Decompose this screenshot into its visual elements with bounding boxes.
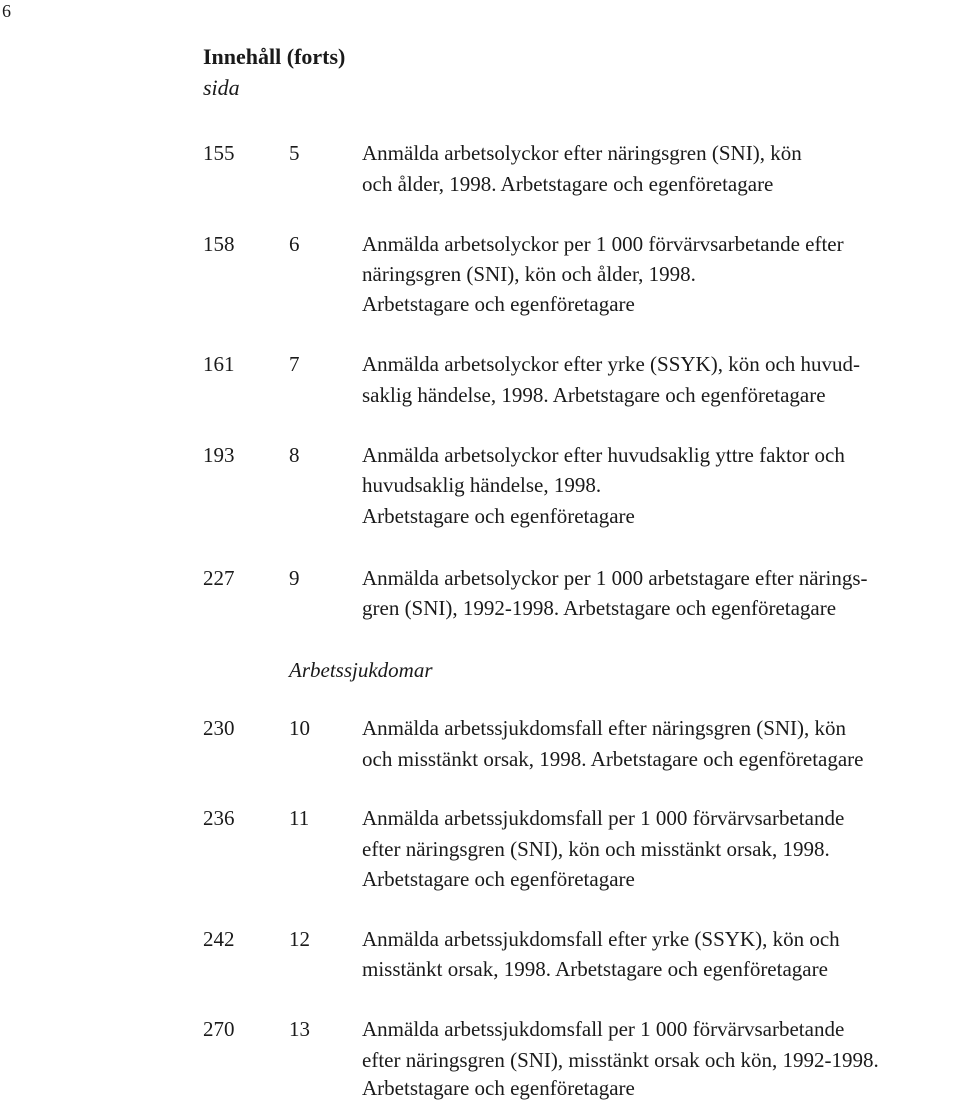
entry-number: 8: [289, 443, 300, 467]
entry-text-line: Arbetstagare och egenföretagare: [362, 504, 635, 528]
entry-page: 242: [203, 927, 235, 951]
entry-text-line: huvudsaklig händelse, 1998.: [362, 473, 602, 497]
entry-page: 236: [203, 806, 235, 830]
entry-number: 9: [289, 566, 300, 590]
entry-text-line: Anmälda arbetsolyckor per 1 000 arbetstagare efter närings-: [362, 566, 868, 590]
page-column-label: sida: [203, 75, 240, 100]
entry-page: 193: [203, 443, 235, 467]
entry-page: 155: [203, 141, 235, 165]
entry-page: 230: [203, 716, 235, 740]
page-number: 6: [2, 1, 11, 21]
entry-number: 10: [289, 716, 310, 740]
entry-text-line: efter näringsgren (SNI), kön och misstänkt orsak, 1998.: [362, 837, 830, 861]
entry-text-line: gren (SNI), 1992-1998. Arbetstagare och egenföretagare: [362, 596, 837, 620]
entry-text-line: misstänkt orsak, 1998. Arbetstagare och egenföretagare: [362, 957, 828, 981]
entry-page: 161: [203, 352, 235, 376]
entry-text-line: och misstänkt orsak, 1998. Arbetstagare och egenföretagare: [362, 747, 864, 771]
entry-text-line: Anmälda arbetsolyckor per 1 000 förvärvsarbetande efter: [362, 232, 844, 256]
section-title: Arbetssjukdomar: [289, 658, 433, 682]
entry-page: 270: [203, 1017, 235, 1041]
entry-text-line: Anmälda arbetssjukdomsfall per 1 000 förvärvsarbetande: [362, 1017, 845, 1041]
entry-number: 13: [289, 1017, 310, 1041]
entry-page: 227: [203, 566, 235, 590]
entry-number: 7: [289, 352, 300, 376]
entry-text-line: saklig händelse, 1998. Arbetstagare och egenföretagare: [362, 383, 826, 407]
entry-number: 5: [289, 141, 300, 165]
entry-text-line: näringsgren (SNI), kön och ålder, 1998.: [362, 262, 696, 286]
entry-text-line: Anmälda arbetssjukdomsfall per 1 000 förvärvsarbetande: [362, 806, 845, 830]
entry-text-line: Anmälda arbetssjukdomsfall efter näringsgren (SNI), kön: [362, 716, 847, 740]
entry-text-line: Anmälda arbetssjukdomsfall efter yrke (SSYK), kön och: [362, 927, 840, 951]
entry-text-line: och ålder, 1998. Arbetstagare och egenföretagare: [362, 172, 774, 196]
entry-number: 6: [289, 232, 300, 256]
entry-text-line: Arbetstagare och egenföretagare: [362, 867, 635, 891]
entry-number: 12: [289, 927, 310, 951]
entry-text-line: Arbetstagare och egenföretagare: [362, 292, 635, 316]
entry-text-line: Anmälda arbetsolyckor efter yrke (SSYK), kön och huvud-: [362, 352, 861, 376]
entry-text-line: Anmälda arbetsolyckor efter näringsgren (SNI), kön: [362, 141, 802, 165]
entry-text-line: Arbetstagare och egenföretagare: [362, 1076, 635, 1100]
entry-page: 158: [203, 232, 235, 256]
entry-text-line: efter näringsgren (SNI), misstänkt orsak och kön, 1992-1998.: [362, 1048, 879, 1072]
page-title: Innehåll (forts): [203, 44, 346, 69]
entry-text-line: Anmälda arbetsolyckor efter huvudsaklig yttre faktor och: [362, 443, 845, 467]
entry-number: 11: [289, 806, 310, 830]
